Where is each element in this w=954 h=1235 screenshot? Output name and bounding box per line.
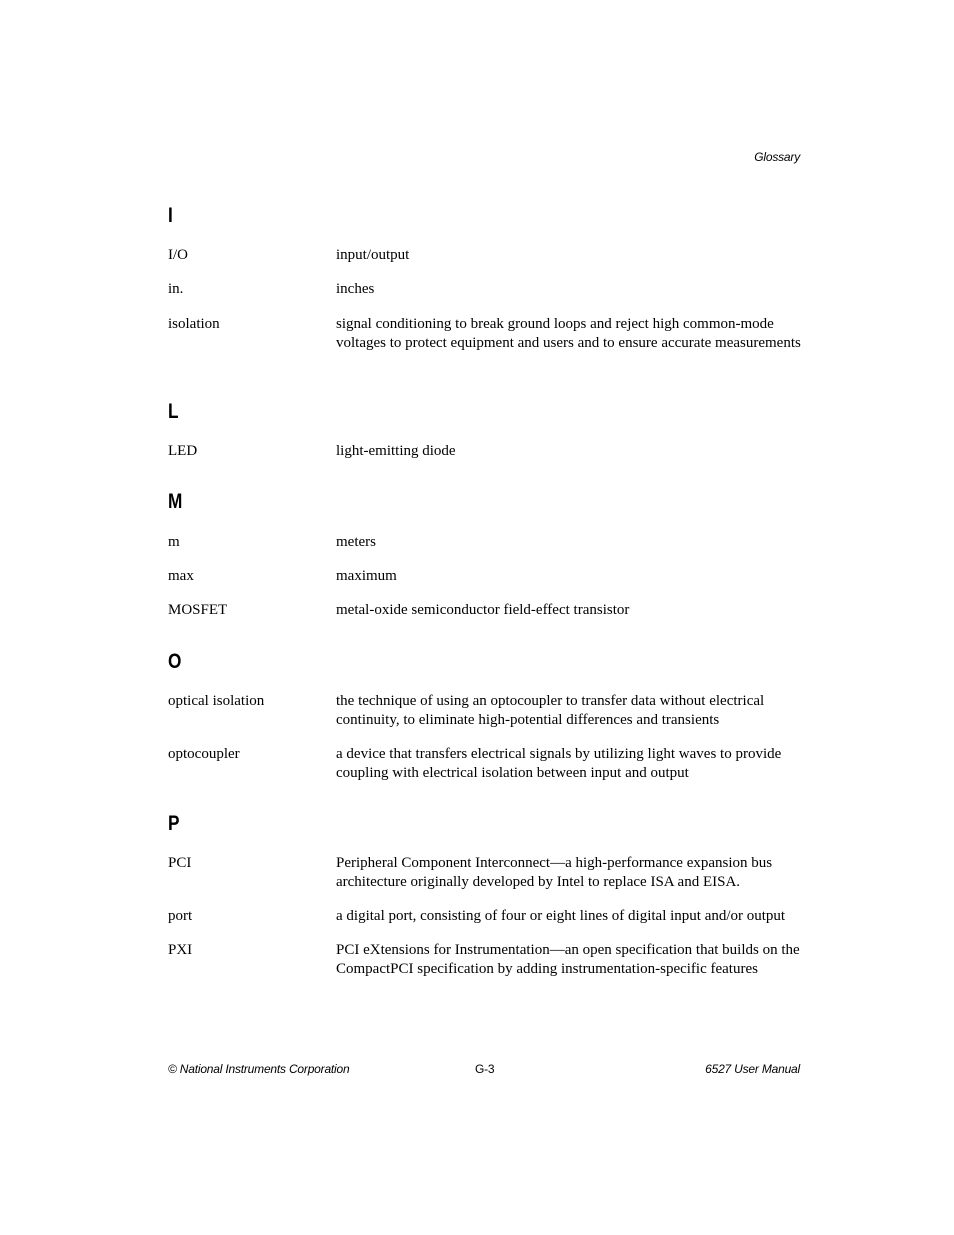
glossary-term: optical isolation (168, 693, 265, 709)
glossary-term: LED (168, 443, 198, 459)
glossary-definition: metal-oxide semiconductor field-effect transistor (336, 602, 630, 618)
glossary-definition: PCI eXtensions for Instrumentation—an open specification that builds on the CompactPCI specification by adding instrumentation-specific features (336, 942, 800, 977)
glossary-term: isolation (168, 316, 220, 332)
glossary-definition: the technique of using an optocoupler to transfer data without electrical continuity, to eliminate high-potential differences and transients (336, 693, 765, 728)
glossary-definition: maximum (336, 568, 397, 584)
glossary-definition: input/output (336, 247, 410, 263)
section-letter-l: L (168, 400, 179, 423)
glossary-term: PXI (168, 942, 193, 958)
glossary-term: in. (168, 281, 184, 297)
glossary-term: MOSFET (168, 602, 228, 618)
glossary-term: max (168, 568, 194, 584)
section-letter-m: M (168, 490, 183, 513)
glossary-term: m (168, 534, 180, 550)
section-letter-o: O (168, 650, 182, 673)
glossary-definition: meters (336, 534, 376, 550)
glossary-term: port (168, 908, 193, 924)
glossary-definition: inches (336, 281, 375, 297)
glossary-definition: signal conditioning to break ground loops and reject high common-mode voltages to protect equipment and users and to ensure accurate measurements (336, 316, 801, 351)
running-header: Glossary (754, 150, 800, 164)
glossary-term: optocoupler (168, 746, 240, 762)
glossary-term: I/O (168, 247, 188, 263)
section-letter-i: I (168, 204, 173, 227)
glossary-definition: a digital port, consisting of four or eight lines of digital input and/or output (336, 908, 786, 924)
glossary-definition: a device that transfers electrical signals by utilizing light waves to provide coupling with electrical isolation between input and output (336, 746, 782, 781)
footer-copyright: © National Instruments Corporation (168, 1062, 350, 1076)
glossary-definition: Peripheral Component Interconnect—a high-performance expansion bus architecture originally developed by Intel to replace ISA and EISA. (336, 855, 773, 890)
glossary-definition: light-emitting diode (336, 443, 456, 459)
glossary-term: PCI (168, 855, 192, 871)
footer-page-number: G-3 (475, 1062, 495, 1076)
section-letter-p: P (168, 812, 180, 835)
footer-manual-title: 6527 User Manual (705, 1062, 800, 1076)
